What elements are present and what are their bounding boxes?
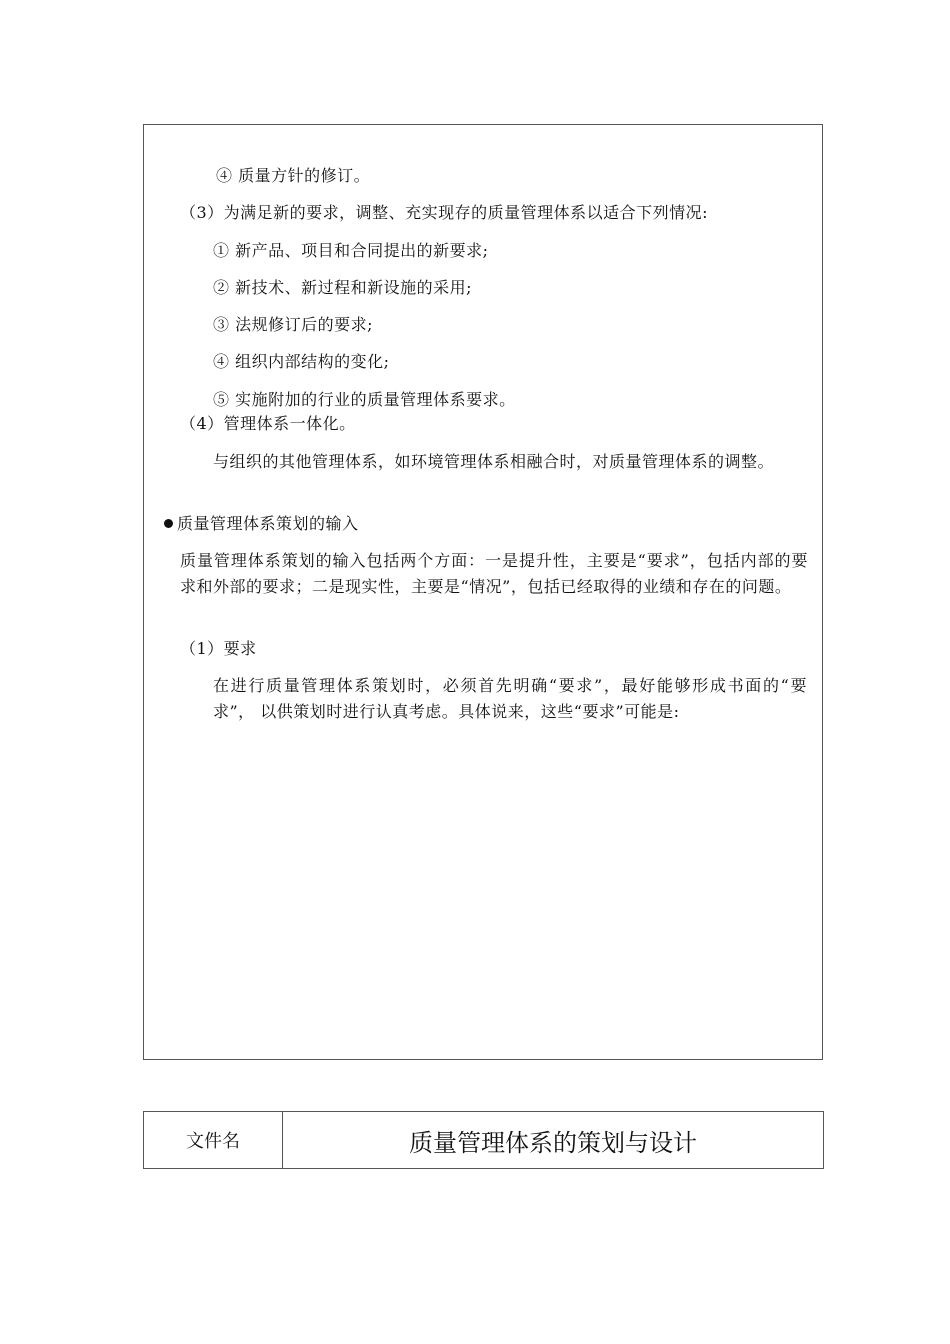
- requirements-heading: （1）要求: [180, 639, 257, 658]
- section-3-heading: （3）为满足新的要求，调整、充实现存的质量管理体系以适合下列情况:: [180, 203, 709, 222]
- requirements-paragraph: 在进行质量管理体系策划时，必须首先明确“要求”，最好能够形成书面的“要求”， 以供策划时进行认真考虑。具体说来，这些“要求”可能是:: [213, 676, 807, 721]
- bullet-icon: [164, 519, 173, 528]
- section-4-heading: （4）管理体系一体化。: [180, 414, 356, 433]
- document-title: 质量管理体系的策划与设计: [409, 1128, 697, 1157]
- bullet-heading: [164, 511, 359, 537]
- list-item: ② 新技术、新过程和新设施的采用;: [213, 278, 472, 297]
- list-item: ④ 组织内部结构的变化;: [213, 352, 390, 371]
- list-item: ⑤ 实施附加的行业的质量管理体系要求。: [213, 390, 516, 409]
- list-item: ③ 法规修订后的要求;: [213, 315, 373, 334]
- file-name-label: 文件名: [144, 1112, 283, 1168]
- bullet-heading-text: 质量管理体系策划的输入: [177, 514, 359, 533]
- footer-table: [143, 1111, 824, 1169]
- input-paragraph: 质量管理体系策划的输入包括两个方面：一是提升性，主要是“要求”，包括内部的要 求和外部的要求；二是现实性，主要是“情况”，包括已经取得的业绩和存在的问题。: [180, 551, 808, 596]
- integration-paragraph: 与组织的其他管理体系，如环境管理体系相融合时，对质量管理体系的调整。: [213, 452, 775, 471]
- list-item: ① 新产品、项目和合同提出的新要求;: [213, 241, 489, 260]
- item-policy-revision: ④ 质量方针的修订。: [216, 166, 371, 185]
